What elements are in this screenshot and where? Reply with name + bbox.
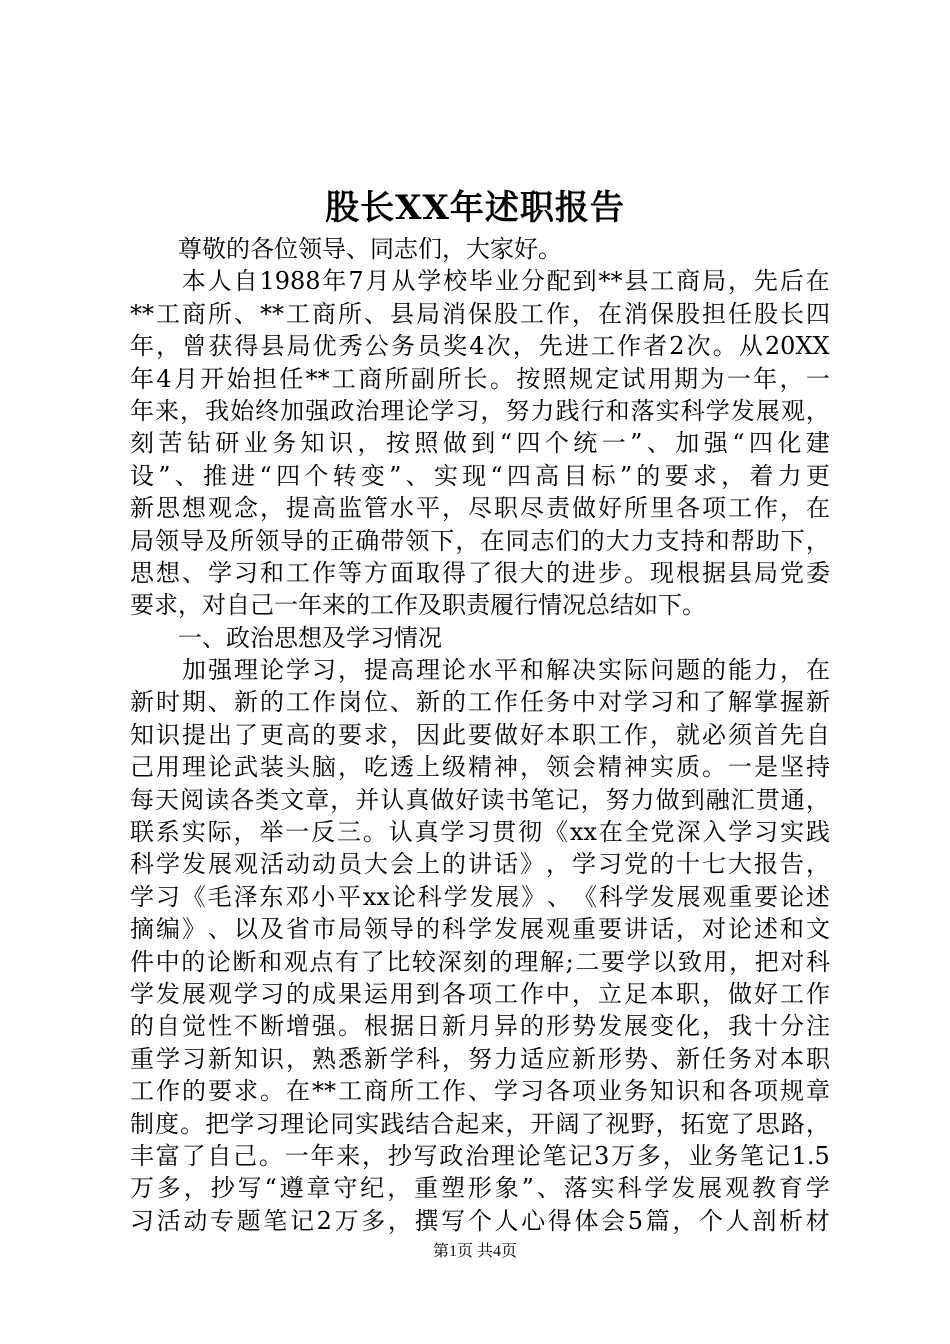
body-text-line: 要求，对自己一年来的工作及职责履行情况总结如下。 (130, 591, 706, 620)
body-text-line: 己 用 理 论 武 装 头 脑 ， 吃 透 上 级 精 神 ， 领 会 精 神 实 质 。 一 是 坚 持 (130, 753, 830, 782)
body-text-line: 本 人 自 1988 年 7 月 从 学 校 毕 业 分 配 到 ** 县 工 商 局 ， 先 后 在 (181, 267, 830, 296)
body-text-line: 学 发 展 观 学 习 的 成 果 运 用 到 各 项 工 作 中 ， 立 足 本 职 ， 做 好 工 作 (130, 979, 830, 1008)
body-text-line: 工 作 的 要 求 。 在 ** 工 商 所 工 作 、 学 习 各 项 业 务 知 识 和 各 项 规 章 (130, 1077, 830, 1106)
body-text-line: 知 识 提 出 了 更 高 的 要 求 ， 因 此 要 做 好 本 职 工 作 ， 就 必 须 首 先 自 (130, 720, 830, 749)
body-text-line: 重 学 习 新 知 识 ， 熟 悉 新 学 科 ， 努 力 适 应 新 形 势 、 新 任 务 对 本 职 (130, 1044, 830, 1073)
body-text-line: 新 思 想 观 念 ， 提 高 监 管 水 平 ， 尽 职 尽 责 做 好 所 里 各 项 工 作 ， 在 (130, 494, 830, 523)
body-text-line: 丰 富 了 自 己 。 一 年 来 ， 抄 写 政 治 理 论 笔 记 3 万 多 ， 业 务 笔 记 1.5 (130, 1141, 830, 1170)
body-text-line: 的 自 觉 性 不 断 增 强 。 根 据 日 新 月 异 的 形 势 发 展 变 化 ， 我 十 分 注 (130, 1012, 830, 1041)
body-text-line: 年 ， 曾 获 得 县 局 优 秀 公 务 员 奖 4 次 ， 先 进 工 作 者 2 次 。 从 20XX (130, 332, 830, 361)
body-text-line: 局 领 导 及 所 领 导 的 正 确 带 领 下 ， 在 同 志 们 的 大 力 支 持 和 帮 助 下 ， (130, 526, 830, 555)
body-text-line: 制 度 。 把 学 习 理 论 同 实 践 结 合 起 来 ， 开 阔 了 视 野 ， 拓 宽 了 思 路 ， (130, 1109, 830, 1138)
body-text-line: 摘 编 》 、 以 及 省 市 局 领 导 的 科 学 发 展 观 重 要 讲 话 ， 对 论 述 和 文 (130, 915, 830, 944)
body-text-line: 新 时 期 、 新 的 工 作 岗 位 、 新 的 工 作 任 务 中 对 学 习 和 了 解 掌 握 新 (130, 688, 830, 717)
body-text-line: 件 中 的 论 断 和 观 点 有 了 比 较 深 刻 的 理 解 ; 二 要 学 以 致 用 ， 把 对 科 (130, 947, 830, 976)
body-text-line: 习 活 动 专 题 笔 记 2 万 多 ， 撰 写 个 人 心 得 体 会 5 篇 ， 个 人 剖 析 材 (130, 1206, 830, 1235)
document-body (130, 233, 830, 1237)
body-text-line: 万 多 ， 抄 写 “ 遵 章 守 纪 ， 重 塑 形 象 ” 、 落 实 科 学 发 展 观 教 育 学 (130, 1174, 830, 1203)
body-text-line: ** 工 商 所 、 ** 工 商 所 、 县 局 消 保 股 工 作 ， 在 消 保 股 担 任 股 长 四 (130, 299, 830, 328)
body-text-line: 学 习 《 毛 泽 东 邓 小 平 xx 论 科 学 发 展 》 、 《 科 学 发 展 观 重 要 论 述 (130, 882, 830, 911)
body-text-line: 联 系 实 际 ， 举 一 反 三 。 认 真 学 习 贯 彻 《 xx 在 全 党 深 入 学 习 实 践 (130, 818, 830, 847)
body-text-line: 一、政治思想及学习情况 (130, 623, 442, 652)
body-text-line: 刻 苦 钻 研 业 务 知 识 ， 按 照 做 到 “ 四 个 统 一 ” 、 加 强 “ 四 化 建 (130, 429, 830, 458)
page-footer: 第1页 共4页 (432, 1243, 517, 1260)
document-title: 股长XX年述职报告 (325, 188, 625, 228)
body-text-line: 设 ” 、 推 进 “ 四 个 转 变 ” 、 实 现 “ 四 高 目 标 ” 的 要 求 ， 着 力 更 (130, 461, 830, 490)
body-text-line: 年 来 ， 我 始 终 加 强 政 治 理 论 学 习 ， 努 力 践 行 和 落 实 科 学 发 展 观 ， (130, 396, 830, 425)
body-text-line: 加 强 理 论 学 习 ， 提 高 理 论 水 平 和 解 决 实 际 问 题 的 能 力 ， 在 (182, 656, 830, 685)
body-text-line: 科 学 发 展 观 活 动 动 员 大 会 上 的 讲 话 》 ， 学 习 党 的 十 七 大 报 告 ， (130, 850, 830, 879)
body-text-line: 尊敬的各位领导、同志们，大家好。 (130, 235, 562, 263)
body-text-line: 思 想 、 学 习 和 工 作 等 方 面 取 得 了 很 大 的 进 步 。 现 根 据 县 局 党 委 (130, 558, 830, 587)
body-text-line: 每 天 阅 读 各 类 文 章 ， 并 认 真 做 好 读 书 笔 记 ， 努 力 做 到 融 汇 贯 通 ， (130, 785, 830, 814)
body-text-line: 年 4 月 开 始 担 任 ** 工 商 所 副 所 长 。 按 照 规 定 试 用 期 为 一 年 ， 一 (130, 364, 830, 393)
